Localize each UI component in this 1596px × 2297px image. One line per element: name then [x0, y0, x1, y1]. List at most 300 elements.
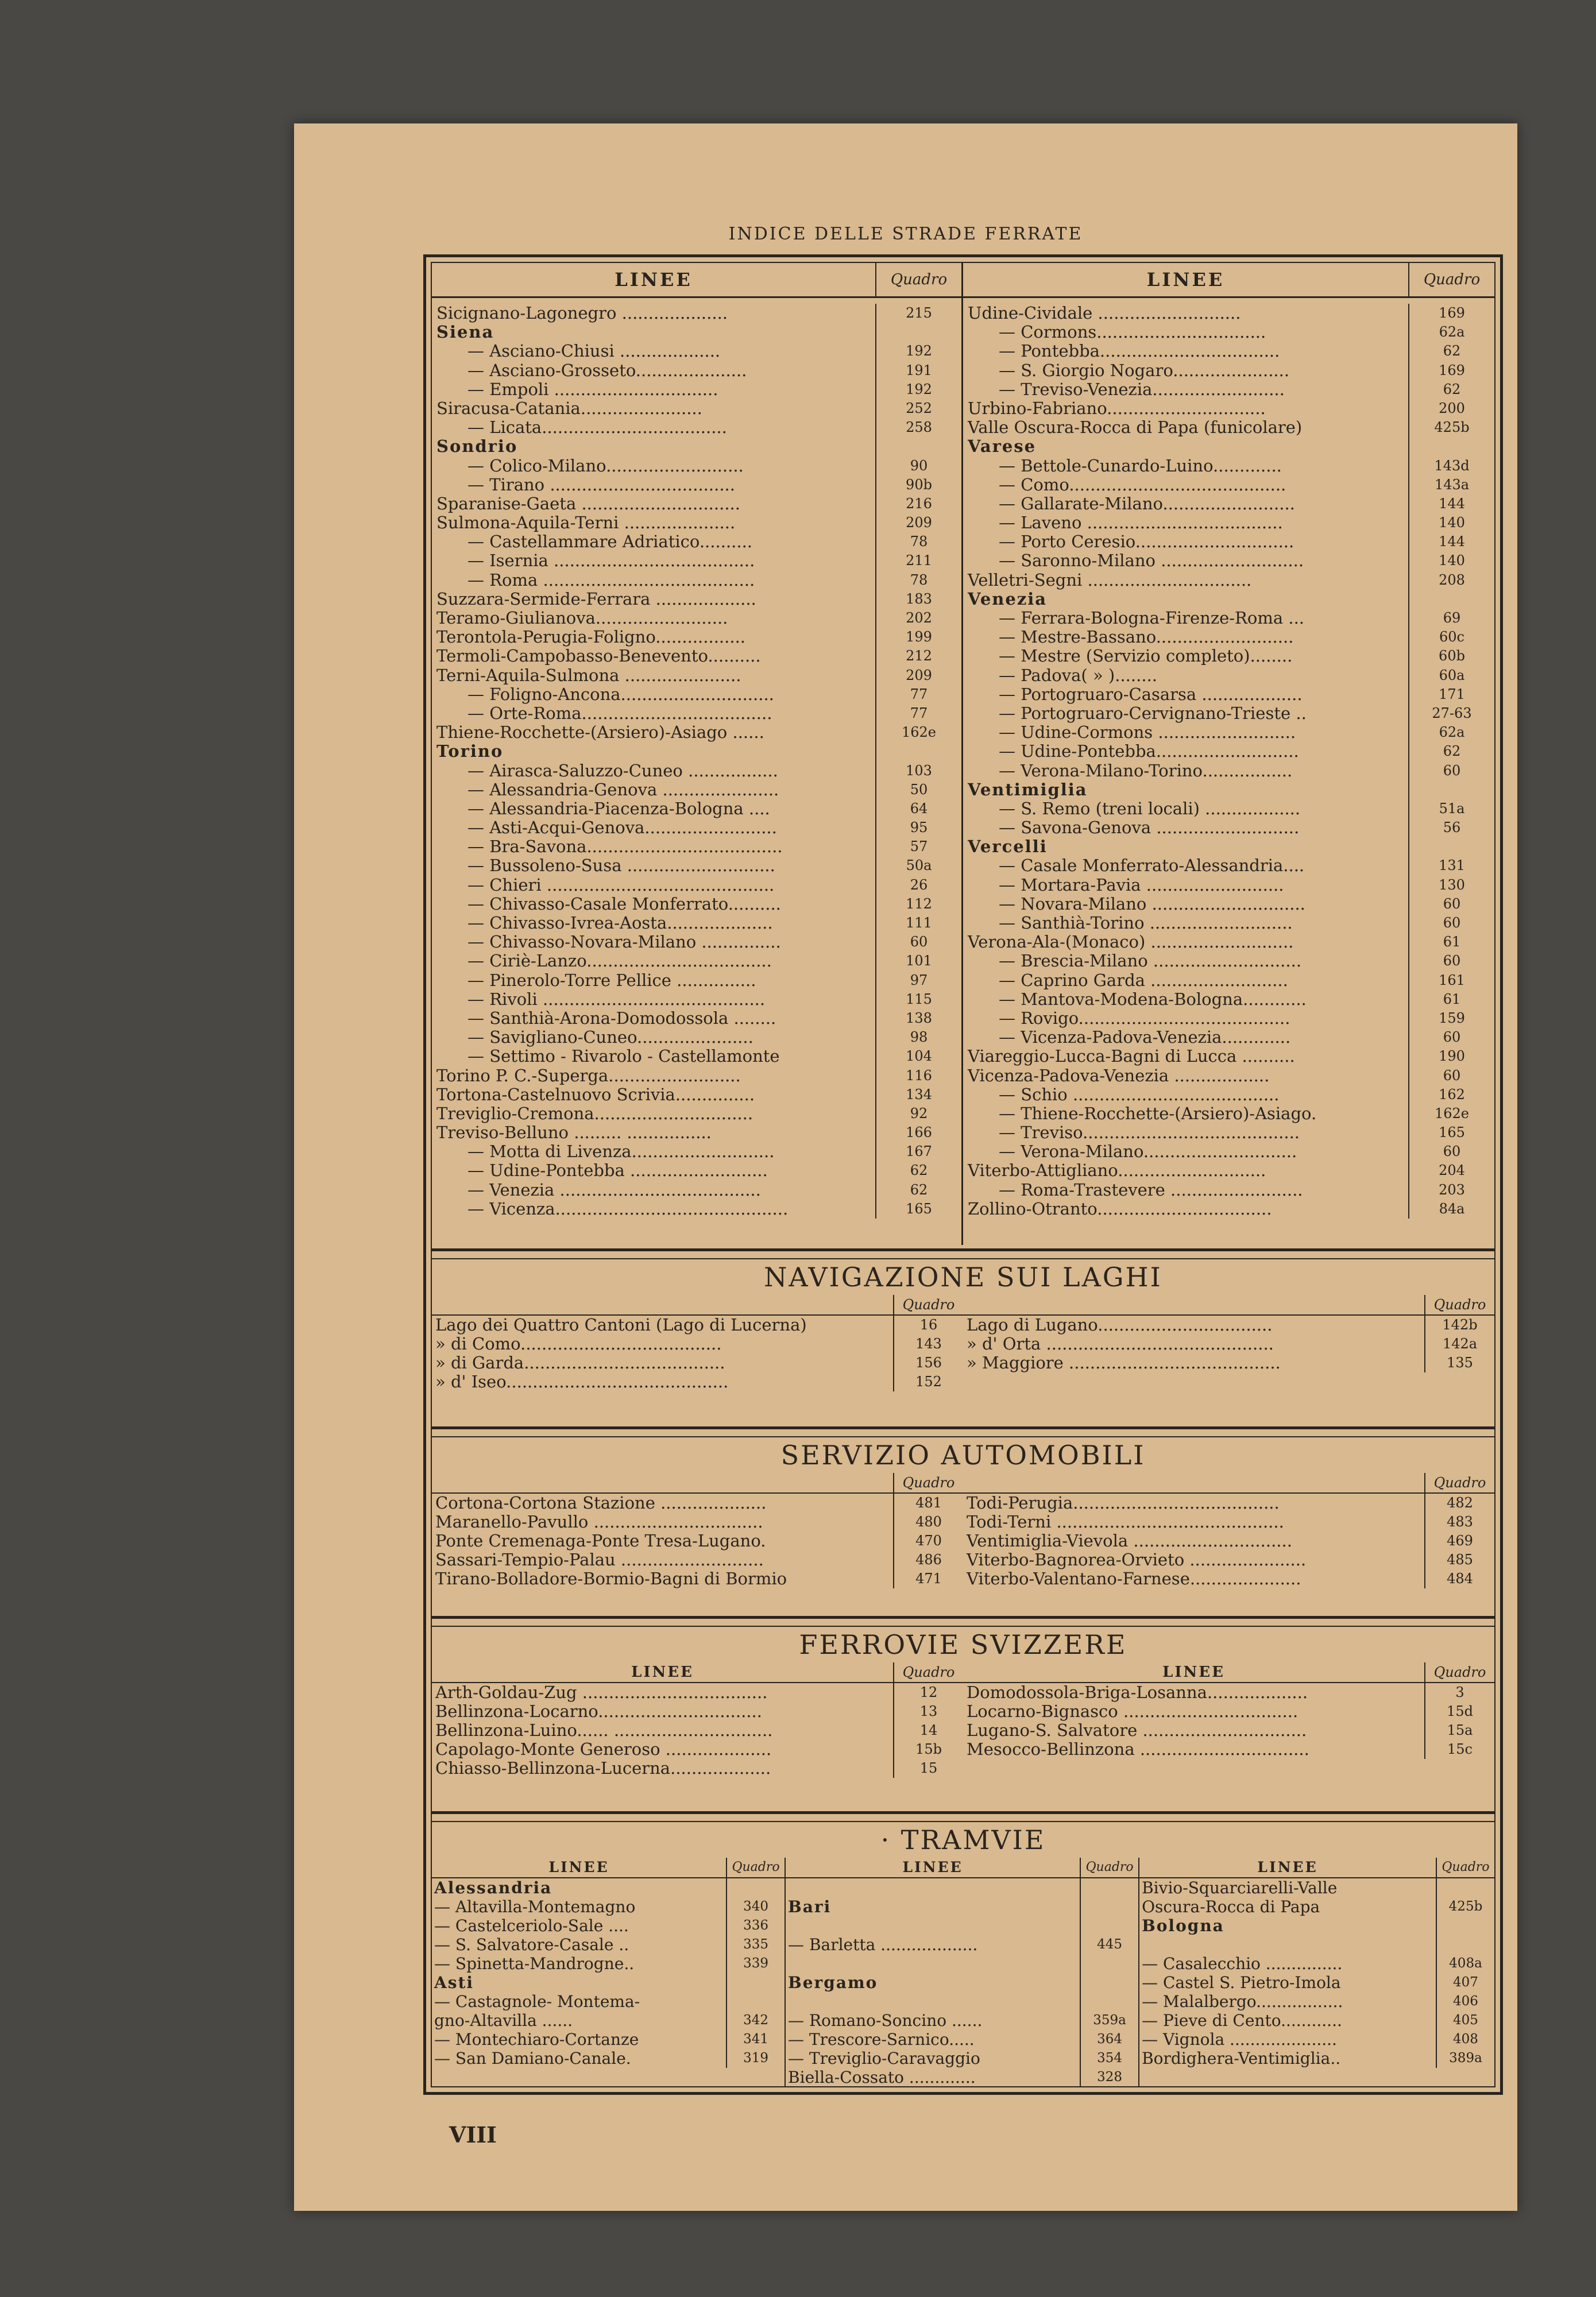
index-row — [963, 742, 1494, 761]
quadro-number: 138 — [906, 1010, 932, 1026]
line-name: Siracusa-Catania....................... — [432, 399, 876, 418]
quadro-number: 209 — [906, 515, 932, 531]
line-name: — S. Giorgio Nogaro...................... — [963, 361, 1409, 380]
index-row — [963, 1513, 1494, 1532]
index-row — [963, 990, 1494, 1009]
index-row — [963, 457, 1494, 475]
quadro-number: 60 — [1443, 953, 1461, 969]
tramvie-col-2 — [786, 1858, 1139, 2087]
quadro-heading: Quadro — [1433, 1475, 1486, 1491]
navigazione-left — [432, 1295, 963, 1391]
automobili-section — [432, 1423, 1494, 1588]
index-row — [432, 685, 961, 704]
quadro-number: 169 — [1439, 362, 1465, 378]
tram-col-2-rows — [786, 1878, 1138, 2087]
index-row — [963, 380, 1494, 399]
line-name: — Savigliano-Cuneo...................... — [432, 1028, 876, 1047]
index-row — [963, 914, 1494, 933]
index-row — [963, 837, 1494, 856]
sub-header — [963, 1662, 1494, 1683]
line-name: Tirano-Bolladore-Bormio-Bagni di Bormio — [432, 1569, 894, 1588]
sub-header — [1139, 1858, 1494, 1878]
quadro-number: 204 — [1439, 1162, 1465, 1179]
line-name: Viterbo-Valentano-Farnese..................... — [963, 1569, 1425, 1588]
quadro-number: 60c — [1439, 629, 1464, 645]
index-row — [432, 1494, 963, 1513]
line-name: Todi-Terni ........................................... — [963, 1513, 1425, 1532]
quadro-number: 56 — [1443, 819, 1461, 836]
quadro-number — [876, 437, 961, 456]
index-row — [432, 952, 961, 970]
quadro-number: 60 — [1443, 1143, 1461, 1160]
quadro-number: 62 — [1443, 743, 1461, 760]
quadro-number: 64 — [910, 800, 928, 817]
index-row — [432, 457, 961, 475]
city-heading: Vercelli — [963, 837, 1409, 856]
line-name: — Alessandria-Genova ...................... — [432, 780, 876, 799]
line-name: Lago dei Quattro Cantoni (Lago di Lucerna) — [432, 1316, 894, 1335]
index-row — [786, 1878, 1138, 1897]
index-row — [963, 1550, 1494, 1569]
quadro-number: 27-63 — [1432, 705, 1472, 721]
quadro-heading: Quadro — [1442, 1860, 1490, 1874]
index-row — [963, 1085, 1494, 1104]
automobili-left — [432, 1473, 963, 1588]
quadro-number: 167 — [906, 1143, 932, 1160]
quadro-number: 483 — [1447, 1514, 1473, 1530]
quadro-number: 159 — [1439, 1010, 1465, 1026]
quadro-number: 78 — [910, 571, 928, 588]
index-row — [1139, 1954, 1494, 1973]
quadro-number — [1409, 837, 1494, 856]
line-name: — Verona-Milano............................. — [963, 1142, 1409, 1161]
line-name: — Mortara-Pavia .......................... — [963, 876, 1409, 895]
quadro-number: 140 — [1439, 515, 1465, 531]
quadro-number: 258 — [906, 419, 932, 436]
index-row — [432, 323, 961, 342]
quadro-number: 140 — [1439, 552, 1465, 569]
main-table — [432, 263, 1494, 1245]
line-name: — Foligno-Ancona............................. — [432, 685, 876, 704]
quadro-number — [1437, 1935, 1494, 1954]
line-name: — Asciano-Chiusi ................... — [432, 342, 876, 361]
line-name: Terni-Aquila-Sulmona ...................... — [432, 666, 876, 685]
city-heading: Bari — [786, 1897, 1081, 1916]
quadro-heading: Quadro — [1433, 1664, 1486, 1680]
index-row — [432, 1935, 785, 1954]
line-name: — Chivasso-Casale Monferrato.......... — [432, 895, 876, 914]
line-name: Treviso-Belluno ......... ................ — [432, 1123, 876, 1142]
line-name: — Mestre-Bassano.......................... — [963, 628, 1409, 647]
quadro-number: 208 — [1439, 571, 1465, 588]
quadro-number: 143 — [915, 1336, 942, 1352]
line-name: Teramo-Giulianova......................... — [432, 609, 876, 628]
quadro-number: 336 — [743, 1918, 768, 1933]
quadro-number: 408a — [1449, 1956, 1482, 1971]
line-name: — Altavilla-Montemagno — [432, 1897, 727, 1916]
line-name: Bellinzona-Luino...... .............................. — [432, 1721, 894, 1740]
city-heading: Bergamo — [786, 1973, 1081, 1992]
index-row — [432, 361, 961, 380]
sub-header — [786, 1858, 1138, 1878]
line-name: Cortona-Cortona Stazione .................... — [432, 1494, 894, 1513]
line-name: — Spinetta-Mandrogne.. — [432, 1954, 727, 1973]
line-name: — Mantova-Modena-Bologna............ — [963, 990, 1409, 1009]
line-name: — Rivoli .......................................... — [432, 990, 876, 1009]
empty-heading — [963, 1295, 1425, 1314]
city-heading: Alessandria — [432, 1878, 727, 1897]
page-number: VIII — [449, 2122, 497, 2148]
index-row — [963, 952, 1494, 970]
quadro-number: 469 — [1447, 1533, 1473, 1549]
quadro-number: 480 — [915, 1514, 942, 1530]
quadro-number: 97 — [910, 972, 928, 988]
index-row — [963, 628, 1494, 647]
quadro-number: 202 — [906, 610, 932, 626]
line-name: — Chieri ........................................... — [432, 876, 876, 895]
quadro-number: 156 — [915, 1355, 942, 1371]
quadro-heading: Quadro — [902, 1475, 955, 1491]
line-name: — Saronno-Milano ........................... — [963, 551, 1409, 570]
quadro-number — [1081, 1992, 1138, 2011]
city-heading: Sondrio — [432, 437, 876, 456]
quadro-number — [1437, 1916, 1494, 1935]
index-row — [432, 1316, 963, 1335]
line-name: — Novara-Milano ............................. — [963, 895, 1409, 914]
index-row — [432, 856, 961, 875]
index-row — [963, 1028, 1494, 1047]
quadro-heading: Quadro — [732, 1860, 780, 1874]
quadro-number: 112 — [906, 895, 932, 912]
automobili-table — [432, 1473, 1494, 1588]
quadro-number: 359a — [1093, 2013, 1126, 2028]
index-row — [432, 1683, 963, 1702]
index-row — [432, 1897, 785, 1916]
svi-right-rows — [963, 1683, 1494, 1759]
line-name: — Chivasso-Ivrea-Aosta.................... — [432, 914, 876, 933]
line-name: — Ferrara-Bologna-Firenze-Roma ... — [963, 609, 1409, 628]
line-name: Sparanise-Gaeta .............................. — [432, 494, 876, 513]
lines-heading: LINEE — [432, 263, 876, 296]
quadro-number: 482 — [1447, 1495, 1473, 1511]
index-row — [1139, 2011, 1494, 2030]
line-name: Capolago-Monte Generoso .................... — [432, 1740, 894, 1759]
line-name: — Udine-Pontebba .......................... — [432, 1161, 876, 1180]
index-row — [432, 1009, 961, 1028]
index-row — [432, 1123, 961, 1142]
line-name: — Roma ........................................ — [432, 571, 876, 590]
line-name: » d' Iseo.......................................... — [432, 1372, 894, 1391]
line-name: — Mestre (Servizio completo)........ — [963, 647, 1409, 666]
line-name: — Castel S. Pietro-Imola — [1139, 1973, 1437, 1992]
line-name: Todi-Perugia....................................... — [963, 1494, 1425, 1513]
line-name: Biella-Cossato ............. — [786, 2068, 1081, 2087]
line-name: — Savona-Genova ........................... — [963, 818, 1409, 837]
index-row — [963, 799, 1494, 818]
index-row — [432, 2049, 785, 2068]
index-row — [963, 323, 1494, 342]
line-name: Mesocco-Bellinzona ................................ — [963, 1740, 1425, 1759]
line-name: — Como......................................... — [963, 475, 1409, 494]
line-name: — Schio ....................................... — [963, 1085, 1409, 1104]
quadro-number: 142a — [1442, 1336, 1478, 1352]
index-row — [963, 647, 1494, 666]
index-row — [963, 1683, 1494, 1702]
index-row — [432, 1161, 961, 1180]
line-name: — Thiene-Rocchette-(Arsiero)-Asiago. — [963, 1104, 1409, 1123]
quadro-number — [1081, 1916, 1138, 1935]
svizzere-section — [432, 1612, 1494, 1778]
svi-left-rows — [432, 1683, 963, 1778]
quadro-number — [876, 742, 961, 761]
index-row — [963, 1740, 1494, 1759]
quadro-number: 144 — [1439, 495, 1465, 512]
line-name: — Cormons................................ — [963, 323, 1409, 342]
line-name: Terontola-Perugia-Foligno................. — [432, 628, 876, 647]
city-heading: Venezia — [963, 590, 1409, 609]
index-row — [1139, 1878, 1494, 1897]
index-row — [432, 399, 961, 418]
line-name: — Casale Monferrato-Alessandria.... — [963, 856, 1409, 875]
quadro-number — [727, 1973, 785, 1992]
line-name — [786, 1916, 1081, 1935]
quadro-number: 60 — [910, 934, 928, 950]
quadro-number — [1081, 1973, 1138, 1992]
quadro-number: 134 — [906, 1086, 932, 1103]
line-name: Ponte Cremenaga-Ponte Tresa-Lugano. — [432, 1532, 894, 1550]
quadro-number: 3 — [1455, 1684, 1464, 1700]
quadro-number: 211 — [906, 552, 932, 569]
section-title: · TRAMVIE — [880, 1824, 1046, 1855]
quadro-number: 471 — [915, 1571, 942, 1587]
line-name — [786, 1878, 1081, 1897]
section-rule — [432, 1616, 1494, 1627]
line-name: » Maggiore ........................................ — [963, 1354, 1425, 1372]
index-row — [963, 666, 1494, 685]
line-name: — Caprino Garda .......................... — [963, 971, 1409, 990]
index-row — [1139, 1897, 1494, 1916]
auto-left-rows — [432, 1494, 963, 1588]
empty-heading — [963, 1473, 1425, 1492]
index-row — [432, 494, 961, 513]
line-name — [786, 1992, 1081, 2011]
line-name: — Padova( » )........ — [963, 666, 1409, 685]
line-name: — Udine-Pontebba........................... — [963, 742, 1409, 761]
index-row — [963, 1200, 1494, 1219]
quadro-heading: Quadro — [1085, 1860, 1134, 1874]
quadro-number: 162e — [1434, 1105, 1469, 1122]
quadro-number: 215 — [906, 305, 932, 321]
index-row — [432, 761, 961, 780]
line-name: — Pieve di Cento............ — [1139, 2011, 1437, 2030]
line-name: — Rovigo........................................ — [963, 1009, 1409, 1028]
index-row — [432, 1532, 963, 1550]
quadro-number: 191 — [906, 362, 932, 378]
line-name: Zollino-Otranto................................. — [963, 1200, 1409, 1219]
quadro-number: 152 — [915, 1374, 942, 1390]
index-row — [1139, 1935, 1494, 1954]
line-name: Tortona-Castelnuovo Scrivia............... — [432, 1085, 876, 1104]
quadro-number: 407 — [1453, 1975, 1478, 1990]
quadro-number: 192 — [906, 343, 932, 359]
navigazione-section — [432, 1245, 1494, 1391]
index-row — [432, 1513, 963, 1532]
navigazione-right — [963, 1295, 1494, 1391]
index-row — [963, 723, 1494, 742]
line-name: Sulmona-Aquila-Terni ..................... — [432, 513, 876, 532]
line-name: — Tirano ................................... — [432, 475, 876, 494]
index-row — [432, 799, 961, 818]
line-name: — Roma-Trastevere ......................... — [963, 1181, 1409, 1200]
index-row — [963, 1569, 1494, 1588]
quadro-number: 162 — [1439, 1086, 1465, 1103]
quadro-number: 62 — [910, 1181, 928, 1198]
index-row — [432, 1142, 961, 1161]
line-name: — Portogruaro-Casarsa ................... — [963, 685, 1409, 704]
index-row — [963, 342, 1494, 361]
index-row — [963, 551, 1494, 570]
city-heading: Torino — [432, 742, 876, 761]
line-name: — Barletta ................... — [786, 1935, 1081, 1954]
line-name: — Gallarate-Milano......................... — [963, 494, 1409, 513]
quadro-number: 15d — [1447, 1703, 1473, 1719]
line-name: — Colico-Milano.......................... — [432, 457, 876, 475]
index-row — [963, 876, 1494, 895]
line-name: Sassari-Tempio-Palau ........................... — [432, 1550, 894, 1569]
quadro-number — [1081, 1897, 1138, 1916]
index-row — [786, 1897, 1138, 1916]
index-row — [1139, 1916, 1494, 1935]
index-row — [963, 895, 1494, 914]
index-row — [432, 1550, 963, 1569]
quadro-heading: Quadro — [902, 1664, 955, 1680]
line-name: Torino P. C.-Superga......................... — [432, 1066, 876, 1085]
index-row — [786, 1992, 1138, 2011]
quadro-number: 130 — [1439, 876, 1465, 893]
rows-left — [432, 298, 961, 1219]
sub-header — [432, 1295, 963, 1316]
index-row — [963, 532, 1494, 551]
section-title: NAVIGAZIONE SUI LAGHI — [764, 1262, 1162, 1293]
line-name: — S. Salvatore-Casale .. — [432, 1935, 727, 1954]
quadro-number: 26 — [910, 876, 928, 893]
index-row — [963, 437, 1494, 456]
main-table-left — [432, 263, 963, 1245]
index-row — [1139, 1992, 1494, 2011]
quadro-number: 339 — [743, 1956, 768, 1971]
line-name: — Vignola ..................... — [1139, 2030, 1437, 2049]
index-row — [432, 933, 961, 952]
quadro-number: 209 — [906, 667, 932, 683]
index-row — [432, 437, 961, 456]
quadro-number: 131 — [1439, 857, 1465, 874]
line-name: Lago di Lugano................................. — [963, 1316, 1425, 1335]
line-name: Treviglio-Cremona.............................. — [432, 1104, 876, 1123]
quadro-number: 252 — [906, 400, 932, 416]
index-row — [963, 780, 1494, 799]
quadro-number: 445 — [1097, 1937, 1123, 1952]
index-row — [432, 1992, 785, 2011]
quadro-number: 95 — [910, 819, 928, 836]
index-row — [963, 475, 1494, 494]
line-name: — Santhià-Torino ........................... — [963, 914, 1409, 933]
line-name: — Bettole-Cunardo-Luino............. — [963, 457, 1409, 475]
quadro-number: 60 — [1443, 895, 1461, 912]
index-row — [963, 818, 1494, 837]
quadro-number — [1409, 437, 1494, 456]
index-row — [1139, 1973, 1494, 1992]
line-name: Locarno-Bignasco ................................. — [963, 1702, 1425, 1721]
quadro-number: 14 — [919, 1722, 938, 1738]
quadro-number: 77 — [910, 705, 928, 721]
city-heading: Ventimiglia — [963, 780, 1409, 799]
quadro-number: 199 — [906, 629, 932, 645]
line-name: gno-Altavilla ...... — [432, 2011, 727, 2030]
quadro-number: 143a — [1434, 476, 1470, 493]
quadro-number: 425b — [1448, 1899, 1483, 1914]
line-name: Viterbo-Attigliano............................ — [963, 1161, 1409, 1180]
index-row — [432, 723, 961, 742]
line-name: Chiasso-Bellinzona-Lucerna................... — [432, 1759, 894, 1778]
index-row — [432, 1878, 785, 1897]
city-heading: Asti — [432, 1973, 727, 1992]
quadro-number: 161 — [1439, 972, 1465, 988]
quadro-number: 142b — [1442, 1317, 1478, 1333]
quadro-number: 342 — [743, 2013, 768, 2028]
quadro-number: 135 — [1447, 1355, 1473, 1371]
line-name: — Vicenza-Padova-Venezia............. — [963, 1028, 1409, 1047]
index-row — [786, 1973, 1138, 1992]
index-row — [963, 1066, 1494, 1085]
quadro-number — [1409, 780, 1494, 799]
index-row — [786, 1935, 1138, 1954]
quadro-number: 90 — [910, 457, 928, 474]
index-row — [786, 2068, 1138, 2087]
line-name: — Treviso-Venezia......................... — [963, 380, 1409, 399]
auto-right-rows — [963, 1494, 1494, 1588]
quadro-number: 98 — [910, 1029, 928, 1046]
index-row — [963, 1354, 1494, 1372]
index-row — [432, 876, 961, 895]
running-head: INDICE DELLE STRADE FERRATE — [728, 224, 1083, 244]
index-row — [963, 1047, 1494, 1066]
index-row — [432, 1335, 963, 1354]
index-row — [432, 304, 961, 323]
quadro-number: 104 — [906, 1048, 932, 1065]
quadro-number: 335 — [743, 1937, 768, 1952]
quadro-number: 406 — [1453, 1994, 1478, 2009]
line-name: — Airasca-Saluzzo-Cuneo ................. — [432, 761, 876, 780]
quadro-number: 62 — [1443, 381, 1461, 397]
index-row — [963, 418, 1494, 437]
frame-inner — [431, 262, 1495, 2087]
quadro-number: 84a — [1439, 1200, 1465, 1217]
index-row — [786, 1916, 1138, 1935]
quadro-number: 57 — [910, 838, 928, 855]
quadro-number: 190 — [1439, 1048, 1465, 1065]
section-title: FERROVIE SVIZZERE — [799, 1629, 1127, 1660]
svizzere-table — [432, 1662, 1494, 1778]
empty-heading — [432, 1473, 894, 1492]
quadro-number: 60 — [1443, 1067, 1461, 1084]
svizzere-right — [963, 1662, 1494, 1778]
quadro-number: 481 — [915, 1495, 942, 1511]
quadro-number — [876, 323, 961, 342]
index-row — [432, 342, 961, 361]
line-name: — Porto Ceresio.............................. — [963, 532, 1409, 551]
index-row — [432, 1085, 961, 1104]
line-name: — Malalbergo................. — [1139, 1992, 1437, 2011]
